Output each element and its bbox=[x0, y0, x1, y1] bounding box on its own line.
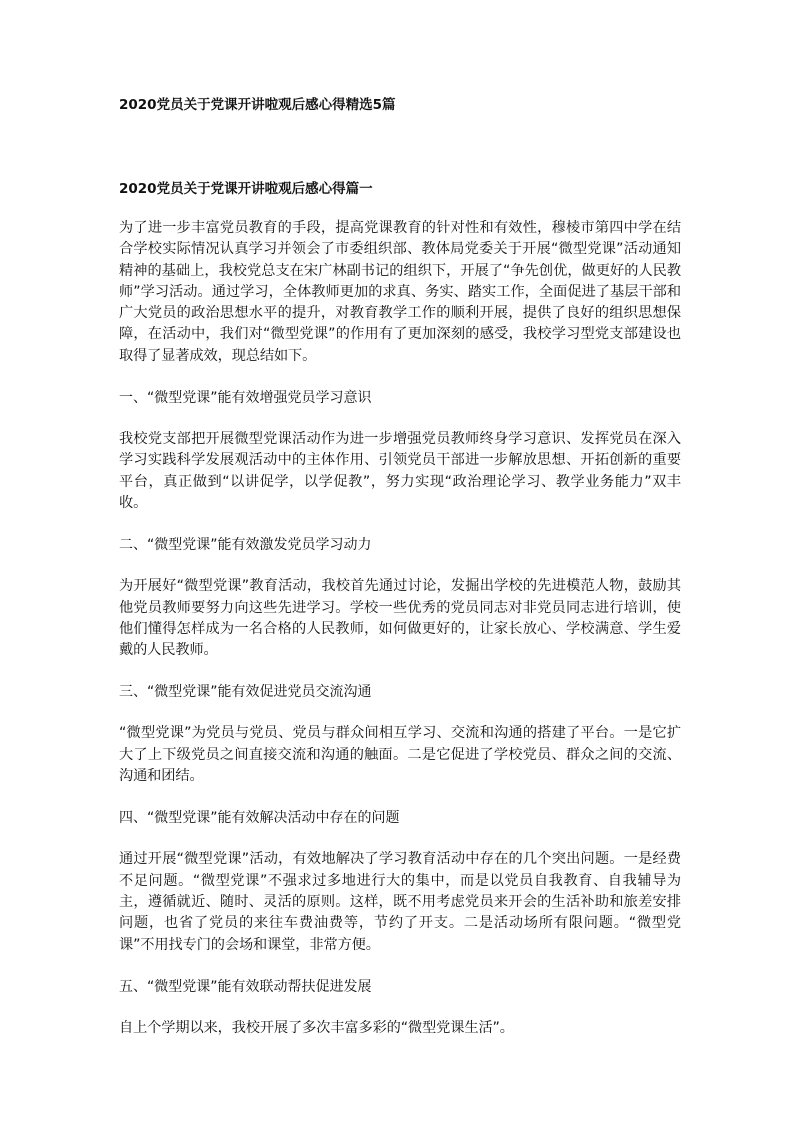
section-body-2: 为开展好“微型党课”教育活动，我校首先通过讨论，发掘出学校的先进模范人物，鼓励其他党员教师要努力向这些先进学习。学校一些优秀的党员同志对非党员同志进行培训，使他们懂得怎样成为一名合格的人民教师，如何做更好的，让家长放心、学校满意、学生爱戴的人民教师。 bbox=[119, 578, 681, 659]
section-title: 2020党员关于党课开讲啦观后感心得篇一 bbox=[119, 181, 373, 197]
section-heading-5: 五、“微型党课”能有效联动帮扶促进发展 bbox=[119, 978, 372, 995]
section-heading-1: 一、“微型党课”能有效增强党员学习意识 bbox=[119, 390, 372, 407]
section-body-1: 我校党支部把开展微型党课活动作为进一步增强党员教师终身学习意识、发挥党员在深入学习实践科学发展观活动中的主体作用、引领党员干部进一步解放思想、开拓创新的重要平台，真正做到“以讲促学，以学促教”，努力实现“政治理论学习、教学业务能力”双丰收。 bbox=[119, 431, 681, 511]
intro-paragraph: 为了进一步丰富党员教育的手段，提高党课教育的针对性和有效性，穆棱市第四中学在结合学校实际情况认真学习并领会了市委组织部、教体局党委关于开展“微型党课”活动通知精神的基础上，我校党总支在宋广林副书记的组织下，开展了“争先创优，做更好的人民教师”学习活动。通过学习，全体教师更加的求真、务实、踏实工作，全面促进了基层干部和广大党员的政治思想水平的提升，对教育教学工作的顺利开展，提供了良好的组织思想保障，在活动中，我们对“微型党课”的作用有了更加深刻的感受，我校学习型党支部建设也取得了显著成效，现总结如下。 bbox=[119, 220, 681, 364]
section-body-5: 自上个学期以来，我校开展了多次丰富多彩的“微型党课生活”。 bbox=[119, 1019, 514, 1036]
document-body bbox=[119, 218, 681, 1060]
section-body-3: “微型党课”为党员与党员、党员与群众间相互学习、交流和沟通的搭建了平台。一是它扩大了上下级党员之间直接交流和沟通的触面。二是它促进了学校党员、群众之间的交流、沟通和团结。 bbox=[119, 725, 681, 785]
section-body-4: 通过开展“微型党课”活动，有效地解决了学习教育活动中存在的几个突出问题。一是经费不足问题。“微型党课”不强求过多地进行大的集中，而是以党员自我教育、自我辅导为主，遵循就近、随时、灵活的原则。这样，既不用考虑党员来开会的生活补助和旅差安排问题，也省了党员的来往车费油费等，节约了开支。二是活动场所有限问题。“微型党课”不用找专门的会场和课堂，非常方便。 bbox=[119, 851, 681, 953]
section-heading-2: 二、“微型党课”能有效激发党员学习动力 bbox=[119, 537, 372, 554]
section-heading-4: 四、“微型党课”能有效解决活动中存在的问题 bbox=[119, 810, 400, 827]
section-heading-3: 三、“微型党课”能有效促进党员交流沟通 bbox=[119, 684, 372, 701]
document-title: 2020党员关于党课开讲啦观后感心得精选5篇 bbox=[119, 97, 396, 113]
